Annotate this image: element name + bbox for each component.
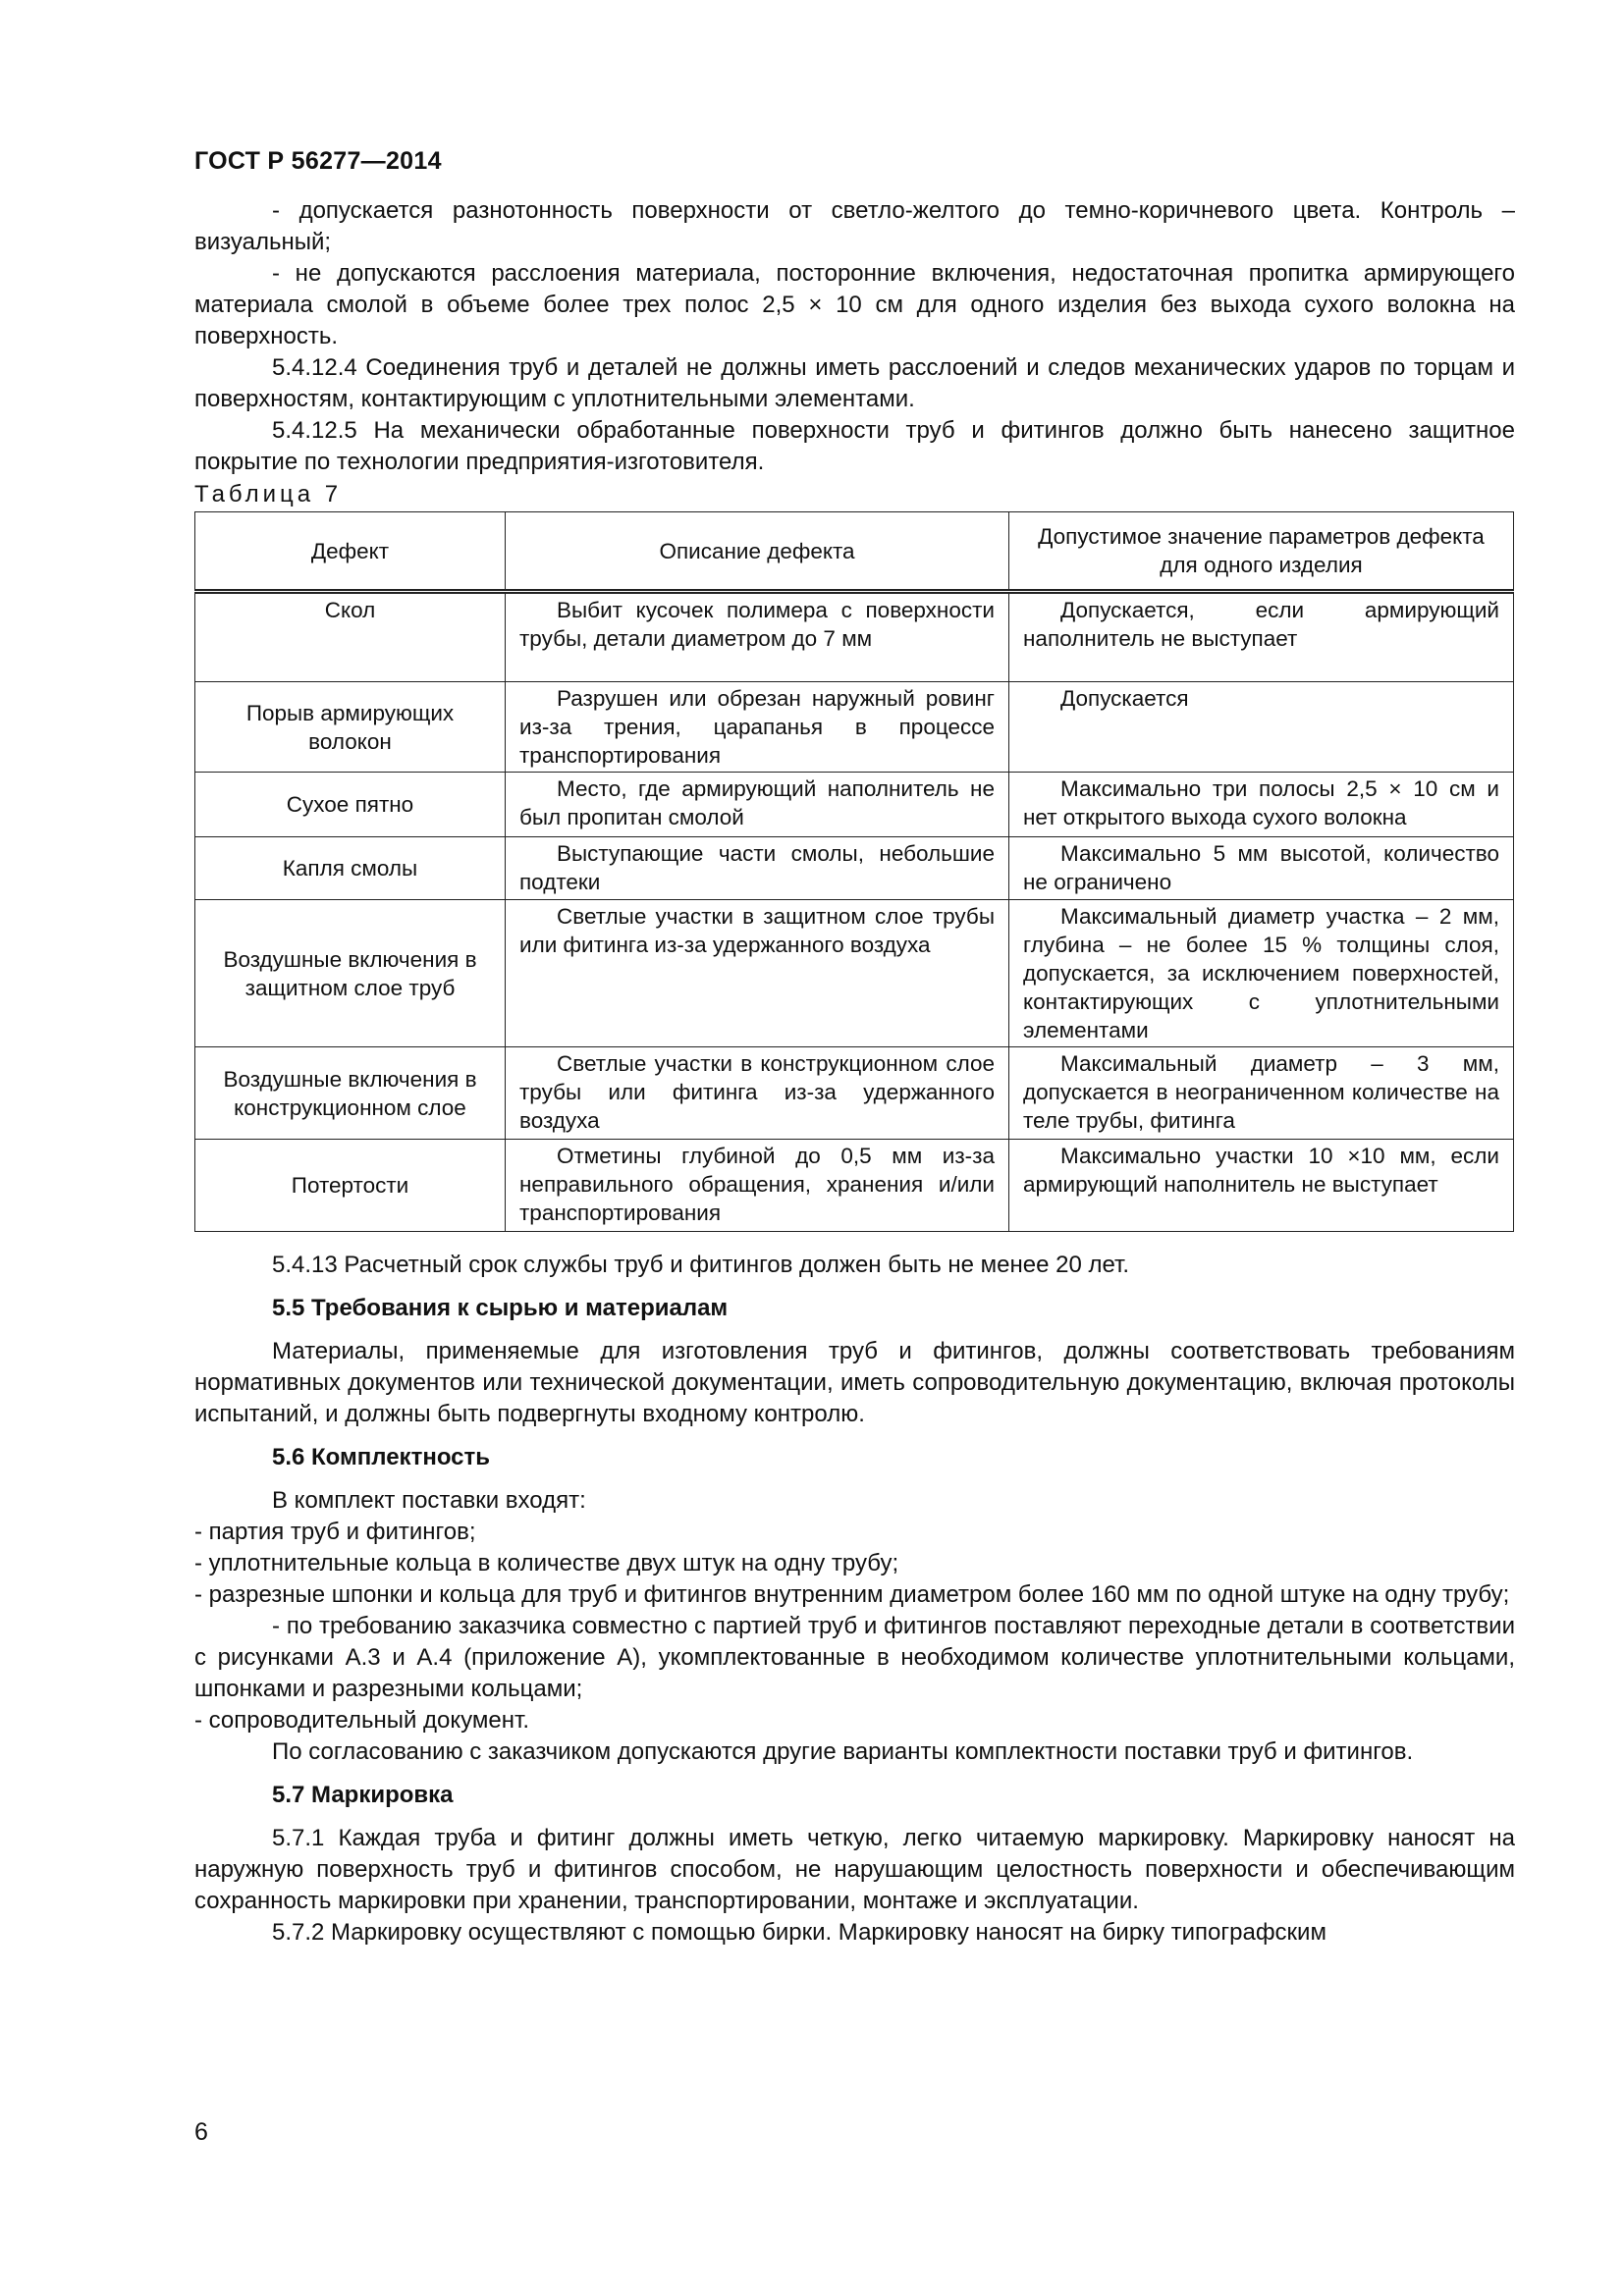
table-row [195, 1140, 1514, 1232]
table-row [195, 682, 1514, 773]
list-item: - сопроводительный документ. [194, 1707, 529, 1734]
list-item: - уплотнительные кольца в количестве двух штук на одну трубу; [194, 1550, 899, 1576]
defect-description-text: Выбит кусочек полимера с поверхности трубы, детали диаметром до 7 мм [519, 598, 995, 651]
defect-description [506, 1140, 1009, 1232]
defect-allowed-value [1009, 1047, 1514, 1140]
defect-allowed-text: Допускается, если армирующий наполнитель не выступает [1023, 598, 1499, 651]
defect-description [506, 592, 1009, 682]
page-number: 6 [194, 2118, 208, 2146]
defect-allowed-value [1009, 773, 1514, 837]
defect-name: Воздушные включения в конструкционном слое [195, 1047, 506, 1140]
defect-description-text: Место, где армирующий наполнитель не был пропитан смолой [519, 776, 995, 829]
section-heading-5-7: 5.7 Маркировка [272, 1782, 454, 1808]
defect-allowed-text: Допускается [1060, 686, 1189, 711]
defect-allowed-value [1009, 900, 1514, 1047]
table-row [195, 1047, 1514, 1140]
defect-name: Порыв армирующих волокон [195, 682, 506, 773]
defect-description-text: Разрушен или обрезан наружный ровинг из-за трения, царапанья в процессе транспортирования [519, 686, 995, 768]
defect-description [506, 773, 1009, 837]
table-row [195, 592, 1514, 682]
defect-description [506, 900, 1009, 1047]
document-code-header: ГОСТ Р 56277—2014 [194, 147, 442, 175]
defect-description-text: Светлые участки в защитном слое трубы или фитинга из-за удержанного воздуха [519, 904, 995, 957]
defect-description-text: Отметины глубиной до 0,5 мм из-за неправильного обращения, хранения и/или транспортирования [519, 1144, 995, 1225]
defect-allowed-value [1009, 592, 1514, 682]
defect-name: Капля смолы [195, 837, 506, 900]
defect-description [506, 682, 1009, 773]
defect-description-text: Выступающие части смолы, небольшие подтеки [519, 841, 995, 894]
defect-allowed-value [1009, 837, 1514, 900]
defect-allowed-value [1009, 1140, 1514, 1232]
defect-allowed-text: Максимально участки 10 ×10 мм, если армирующий наполнитель не выступает [1023, 1144, 1499, 1197]
paragraph-5-4-13: 5.4.13 Расчетный срок службы труб и фитингов должен быть не менее 20 лет. [272, 1252, 1130, 1278]
paragraph-5-4-12-5: 5.4.12.5 На механически обработанные поверхности труб и фитингов должно быть нанесено защитное покрытие по технологии предприятия-изготовителя. [194, 417, 1515, 475]
list-item: - разрезные шпонки и кольца для труб и фитингов внутренним диаметром более 160 мм по одной штуке на одну трубу; [194, 1581, 1510, 1608]
paragraph-5-7-2: 5.7.2 Маркировку осуществляют с помощью бирки. Маркировку наносят на бирку типографским [272, 1919, 1326, 1946]
list-item: - по требованию заказчика совместно с партией труб и фитингов поставляют переходные детали в соответствии с рисунками А.3 и А.4 (приложение А), укомплектованные в необходимом количестве уплотнительными кольцами, шпонками и разрезными кольцами; [194, 1613, 1515, 1702]
column-header-description: Описание дефекта [506, 512, 1009, 592]
paragraph-5-4-12-4: 5.4.12.4 Соединения труб и деталей не должны иметь расслоений и следов механических ударов по торцам и поверхностям, контактирующим с уплотнительными элементами. [194, 354, 1515, 412]
defects-table [194, 511, 1514, 1232]
document-page [194, 147, 1515, 1949]
list-item: - партия труб и фитингов; [194, 1519, 476, 1545]
defect-allowed-text: Максимальный диаметр участка – 2 мм, глубина – не более 15 % толщины слоя, допускается, за исключением поверхностей, контактирующих с уплотнительными элементами [1023, 904, 1499, 1042]
list-item: В комплект поставки входят: [272, 1487, 586, 1514]
table-caption: Таблица 7 [194, 481, 343, 507]
paragraph-delamination: - не допускаются расслоения материала, посторонние включения, недостаточная пропитка армирующего материала смолой в объеме более трех полос 2,5 × 10 см для одного изделия без выхода сухого волокна на поверхность. [194, 260, 1515, 349]
section-heading-5-6: 5.6 Комплектность [272, 1444, 491, 1470]
defect-name: Сухое пятно [195, 773, 506, 837]
defect-description-text: Светлые участки в конструкционном слое трубы или фитинга из-за удержанного воздуха [519, 1051, 995, 1133]
paragraph-materials: Материалы, применяемые для изготовления труб и фитингов, должны соответствовать требованиям нормативных документов или технической документации, иметь сопроводительную документацию, включая протоколы испытаний, и должны быть подвергнуты входному контролю. [194, 1338, 1515, 1427]
defect-allowed-text: Максимально 5 мм высотой, количество не ограничено [1023, 841, 1499, 894]
table-row [195, 837, 1514, 900]
defect-allowed-text: Максимальный диаметр – 3 мм, допускается в неограниченном количестве на теле трубы, фитинга [1023, 1051, 1499, 1133]
section-heading-5-5: 5.5 Требования к сырью и материалам [272, 1295, 729, 1321]
paragraph-5-7-1: 5.7.1 Каждая труба и фитинг должны иметь четкую, легко читаемую маркировку. Маркировку наносят на наружную поверхность труб и фитингов способом, не нарушающим целостность поверхности и обеспечивающим сохранность маркировки при хранении, транспортировании, монтаже и эксплуатации. [194, 1825, 1515, 1914]
column-header-allowed-value: Допустимое значение параметров дефекта для одного изделия [1009, 512, 1514, 592]
defect-description [506, 837, 1009, 900]
paragraph-options: По согласованию с заказчиком допускаются другие варианты комплектности поставки труб и фитингов. [272, 1738, 1414, 1765]
paragraph-color-variation: - допускается разнотонность поверхности от светло-желтого до темно-коричневого цвета. Контроль – визуальный; [194, 197, 1515, 255]
table-row [195, 773, 1514, 837]
defect-name: Потертости [195, 1140, 506, 1232]
defect-name: Скол [195, 592, 506, 682]
table-header-row [195, 512, 1514, 592]
defect-allowed-text: Максимально три полосы 2,5 × 10 см и нет открытого выхода сухого волокна [1023, 776, 1499, 829]
defect-description [506, 1047, 1009, 1140]
defect-allowed-value [1009, 682, 1514, 773]
defect-name: Воздушные включения в защитном слое труб [195, 900, 506, 1047]
column-header-defect: Дефект [195, 512, 506, 592]
table-row [195, 900, 1514, 1047]
